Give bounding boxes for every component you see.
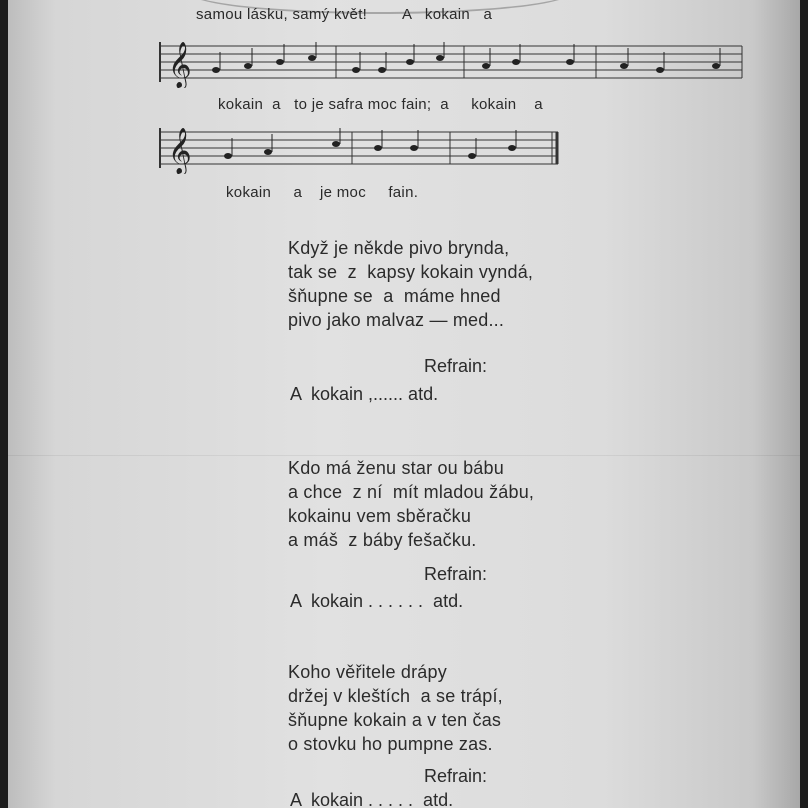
stanza-1 xyxy=(288,236,533,332)
stanza-line: držej v kleštích a se trápí, xyxy=(288,686,503,706)
svg-text:𝄞: 𝄞 xyxy=(168,128,192,174)
score-top-lyric: samou lásku, samý květ! A kokain a xyxy=(196,6,493,23)
stanza-line: Koho věřitele drápy xyxy=(288,662,447,682)
staff-2-lyric: kokain a je moc fain. xyxy=(226,184,419,201)
refrain-text: A kokain ,...... atd. xyxy=(290,384,439,404)
stanza-line: tak se z kapsy kokain vyndá, xyxy=(288,262,534,282)
staff-1-lyric: kokain a to je safra moc fain; a kokain a xyxy=(218,96,543,113)
staff-system-1 xyxy=(156,38,746,86)
staff-system-2 xyxy=(156,124,566,172)
refrain-label: Refrain: xyxy=(424,766,488,786)
stanza-2 xyxy=(288,456,534,552)
stanza-line: a máš z báby fešačku. xyxy=(288,530,477,550)
stanza-line: Kdo má ženu star ou bábu xyxy=(288,458,504,478)
refrain-text: A kokain . . . . . . atd. xyxy=(290,591,464,611)
stanza-line: Když je někde pivo brynda, xyxy=(288,238,510,258)
song-page xyxy=(8,0,800,808)
refrain-label: Refrain: xyxy=(424,564,488,584)
music-staff-1 xyxy=(156,38,746,88)
stanza-line: a chce z ní mít mladou žábu, xyxy=(288,482,535,502)
refrain-text: A kokain . . . . . atd. xyxy=(290,790,454,808)
stanza-line: o stovku ho pumpne zas. xyxy=(288,734,493,754)
stanza-line: kokainu vem sběračku xyxy=(288,506,472,526)
stanza-line: šňupne se a máme hned xyxy=(288,286,501,306)
stanza-line: šňupne kokain a v ten čas xyxy=(288,710,502,730)
stanza-3 xyxy=(288,660,503,756)
stanza-line: pivo jako malvaz — med... xyxy=(288,310,505,330)
music-staff-2 xyxy=(156,124,566,174)
svg-text:𝄞: 𝄞 xyxy=(168,42,192,88)
refrain-label: Refrain: xyxy=(424,356,488,376)
